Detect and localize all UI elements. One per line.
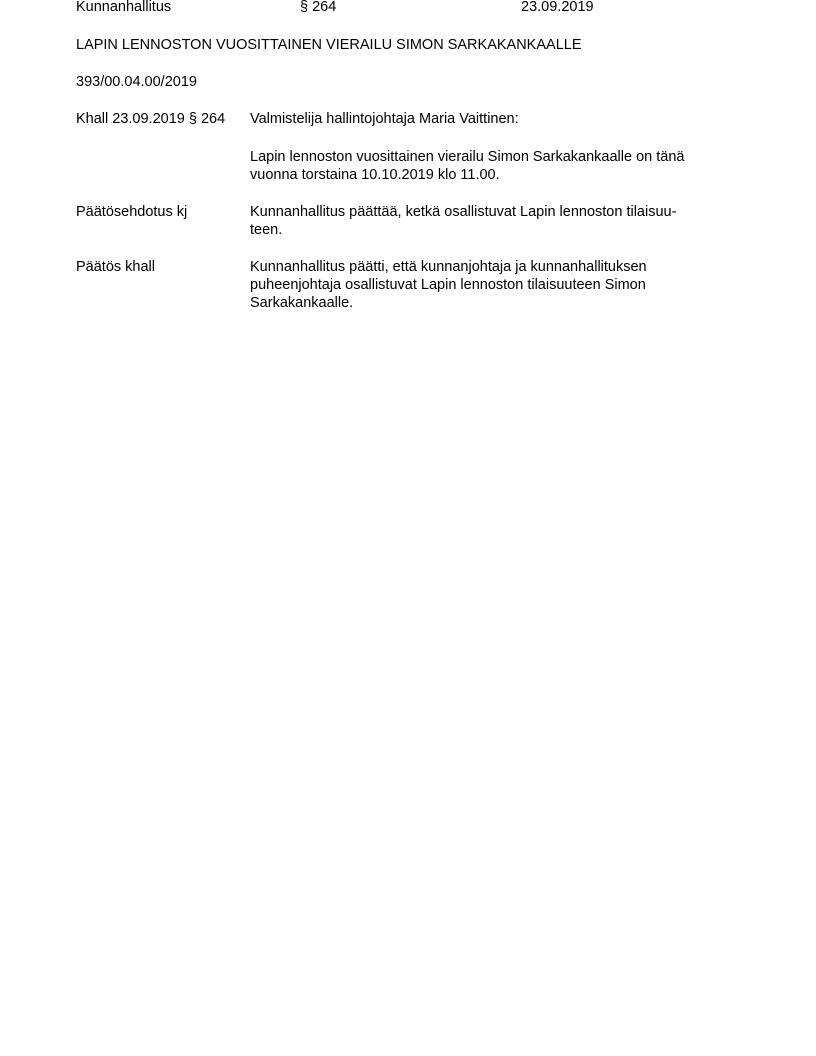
entry-decision-text	[250, 258, 740, 312]
entry-line: Lapin lennoston vuosittainen vierailu Simon Sarkakankaalle on tänä	[250, 149, 685, 165]
entry-label-proposal: Päätösehdotus kj	[76, 204, 188, 220]
entry-label-decision: Päätös khall	[76, 259, 155, 275]
entry-line: Sarkakankaalle.	[250, 295, 354, 311]
entry-line: puheenjohtaja osallistuvat Lapin lennoston tilaisuuteen Simon	[250, 277, 646, 293]
entry-background-text	[250, 148, 740, 184]
entry-line: Valmistelija hallintojohtaja Maria Vaittinen:	[250, 111, 519, 127]
header-organization: Kunnanhallitus	[76, 0, 172, 15]
entry-line: Kunnanhallitus päätti, että kunnanjohtaja ja kunnanhallituksen	[250, 259, 647, 275]
entry-proposal-text	[250, 203, 740, 239]
document-title: LAPIN LENNOSTON VUOSITTAINEN VIERAILU SIMON SARKAKANKAALLE	[76, 37, 582, 53]
entry-line: teen.	[250, 222, 283, 238]
entry-preparer-text	[250, 110, 740, 128]
diary-number: 393/00.04.00/2019	[76, 74, 197, 90]
entry-label-khall: Khall 23.09.2019 § 264	[76, 111, 226, 127]
entry-line: Kunnanhallitus päättää, ketkä osallistuvat Lapin lennoston tilaisuu-	[250, 204, 677, 220]
header-section-number: § 264	[300, 0, 337, 15]
header-meeting-date: 23.09.2019	[521, 0, 594, 15]
entry-line: vuonna torstaina 10.10.2019 klo 11.00.	[250, 167, 500, 183]
